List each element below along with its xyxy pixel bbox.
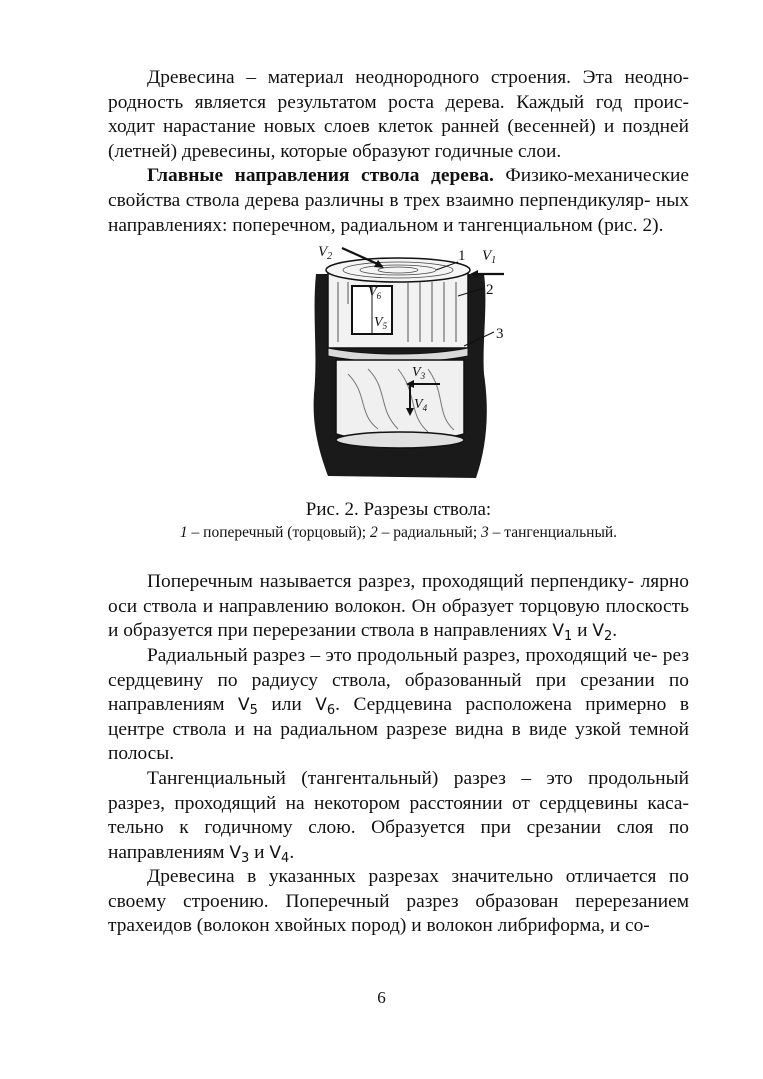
- p4-line3c: . Сердцевина расположена примерно в: [335, 694, 689, 716]
- page-body: [108, 66, 689, 939]
- symbol-v4: $V_4$: [269, 842, 290, 866]
- legend-t3: – тангенциальный.: [488, 524, 618, 542]
- figure-legend: [108, 522, 689, 544]
- label-v4: $V_4$: [414, 397, 428, 414]
- p3-line2: лярно оси ствола и направлению волокон. Он образует торцовую: [108, 571, 689, 617]
- label-v2: $V_2$: [318, 244, 333, 263]
- label-v3: $V_3$: [412, 365, 426, 382]
- label-v5: $V_5$: [374, 315, 388, 332]
- page-number: 6: [377, 988, 386, 1007]
- p5-line4c: .: [289, 841, 295, 863]
- p5-line3: тельно к годичному слою. Образуется при срезании слоя по: [108, 817, 689, 839]
- legend-n3: 3: [481, 524, 489, 542]
- p4-line2: рез сердцевину по радиусу ствола, образованный при срезании по: [108, 644, 689, 691]
- p5-line2: разрез, проходящий на некотором расстоянии от сердцевины каса-: [108, 792, 689, 814]
- trunk-diagram: [308, 244, 508, 490]
- paragraph-tangential-section: [108, 767, 689, 865]
- p3-line3: плоскость и образуется при перерезании ствола в направлениях: [108, 595, 689, 642]
- p6-line3: трахеидов (волокон хвойных пород) и волокон либриформа, и со-: [108, 915, 650, 937]
- p4-line3a: направлениям: [108, 694, 238, 716]
- legend-t1: – поперечный (торцовый);: [187, 524, 370, 542]
- p5-line4b: и: [249, 841, 270, 863]
- p2-line4: (рис. 2).: [597, 214, 664, 236]
- paragraph-cross-section: [108, 570, 689, 644]
- p4-line1: Радиальный разрез – это продольный разрез, проходящий че-: [147, 644, 658, 666]
- label-n3: 3: [496, 326, 504, 343]
- p1-line2: родность является результатом роста дерева. Каждый год проис-: [108, 91, 689, 113]
- label-v6: $V_6$: [368, 285, 382, 302]
- p3-line4b: .: [612, 620, 618, 642]
- label-n1: 1: [458, 248, 466, 265]
- legend-t2: – радиальный;: [377, 524, 482, 542]
- p5-line1: Тангенциальный (тангентальный) разрез – это продольный: [147, 767, 689, 789]
- p2-line1: Физико-механические: [493, 165, 689, 187]
- symbol-v6: $V_6$: [315, 695, 336, 719]
- paragraph-radial-section: [108, 644, 689, 767]
- label-v1: $V_1$: [482, 248, 497, 267]
- p5-line4a: направлениям: [108, 841, 230, 863]
- symbol-v2: $V_2$: [592, 621, 613, 645]
- section-heading: Главные направления ствола дерева.: [147, 165, 494, 187]
- legend-n2: 2: [369, 524, 378, 542]
- paragraph-main-directions: [108, 164, 689, 238]
- p4-line5: полосы.: [108, 743, 175, 765]
- p6-line2: своему строению. Поперечный разрез образован перерезанием: [108, 890, 689, 912]
- p1-line4: (летней) древесины, которые образуют годичные слои.: [108, 140, 562, 162]
- p3-line1: Поперечным называется разрез, проходящий перпендику-: [147, 571, 634, 593]
- p6-line1: Древесина в указанных разрезах значительно отличается по: [147, 866, 689, 888]
- legend-n1: 1: [179, 524, 188, 542]
- figure-caption: Рис. 2. Разрезы ствола:: [305, 499, 492, 521]
- paragraph-intro: [108, 66, 689, 164]
- symbol-v5: $V_5$: [237, 695, 258, 719]
- p1-line3: ходит нарастание новых слоев клеток ранней (весенней) и поздней: [108, 116, 689, 138]
- p1-line1: Древесина – материал неоднородного строения. Эта неодно-: [147, 67, 689, 88]
- p4-line4: центре ствола и на радиальном разрезе видна в виде узкой темной: [108, 718, 689, 740]
- symbol-v3: $V_3$: [229, 842, 250, 866]
- paragraph-structure: [108, 865, 689, 939]
- figure-trunk-sections: [108, 244, 689, 490]
- symbol-v1: $V_1$: [552, 621, 573, 645]
- p2-line3: ных направлениях: поперечном, радиальном и тангенциальном: [108, 189, 689, 236]
- p4-line3b: или: [257, 694, 316, 716]
- label-n2: 2: [486, 282, 494, 299]
- p3-line4a: и: [577, 620, 593, 642]
- p2-line2: свойства ствола дерева различны в трех взаимно перпендикуляр-: [108, 189, 651, 211]
